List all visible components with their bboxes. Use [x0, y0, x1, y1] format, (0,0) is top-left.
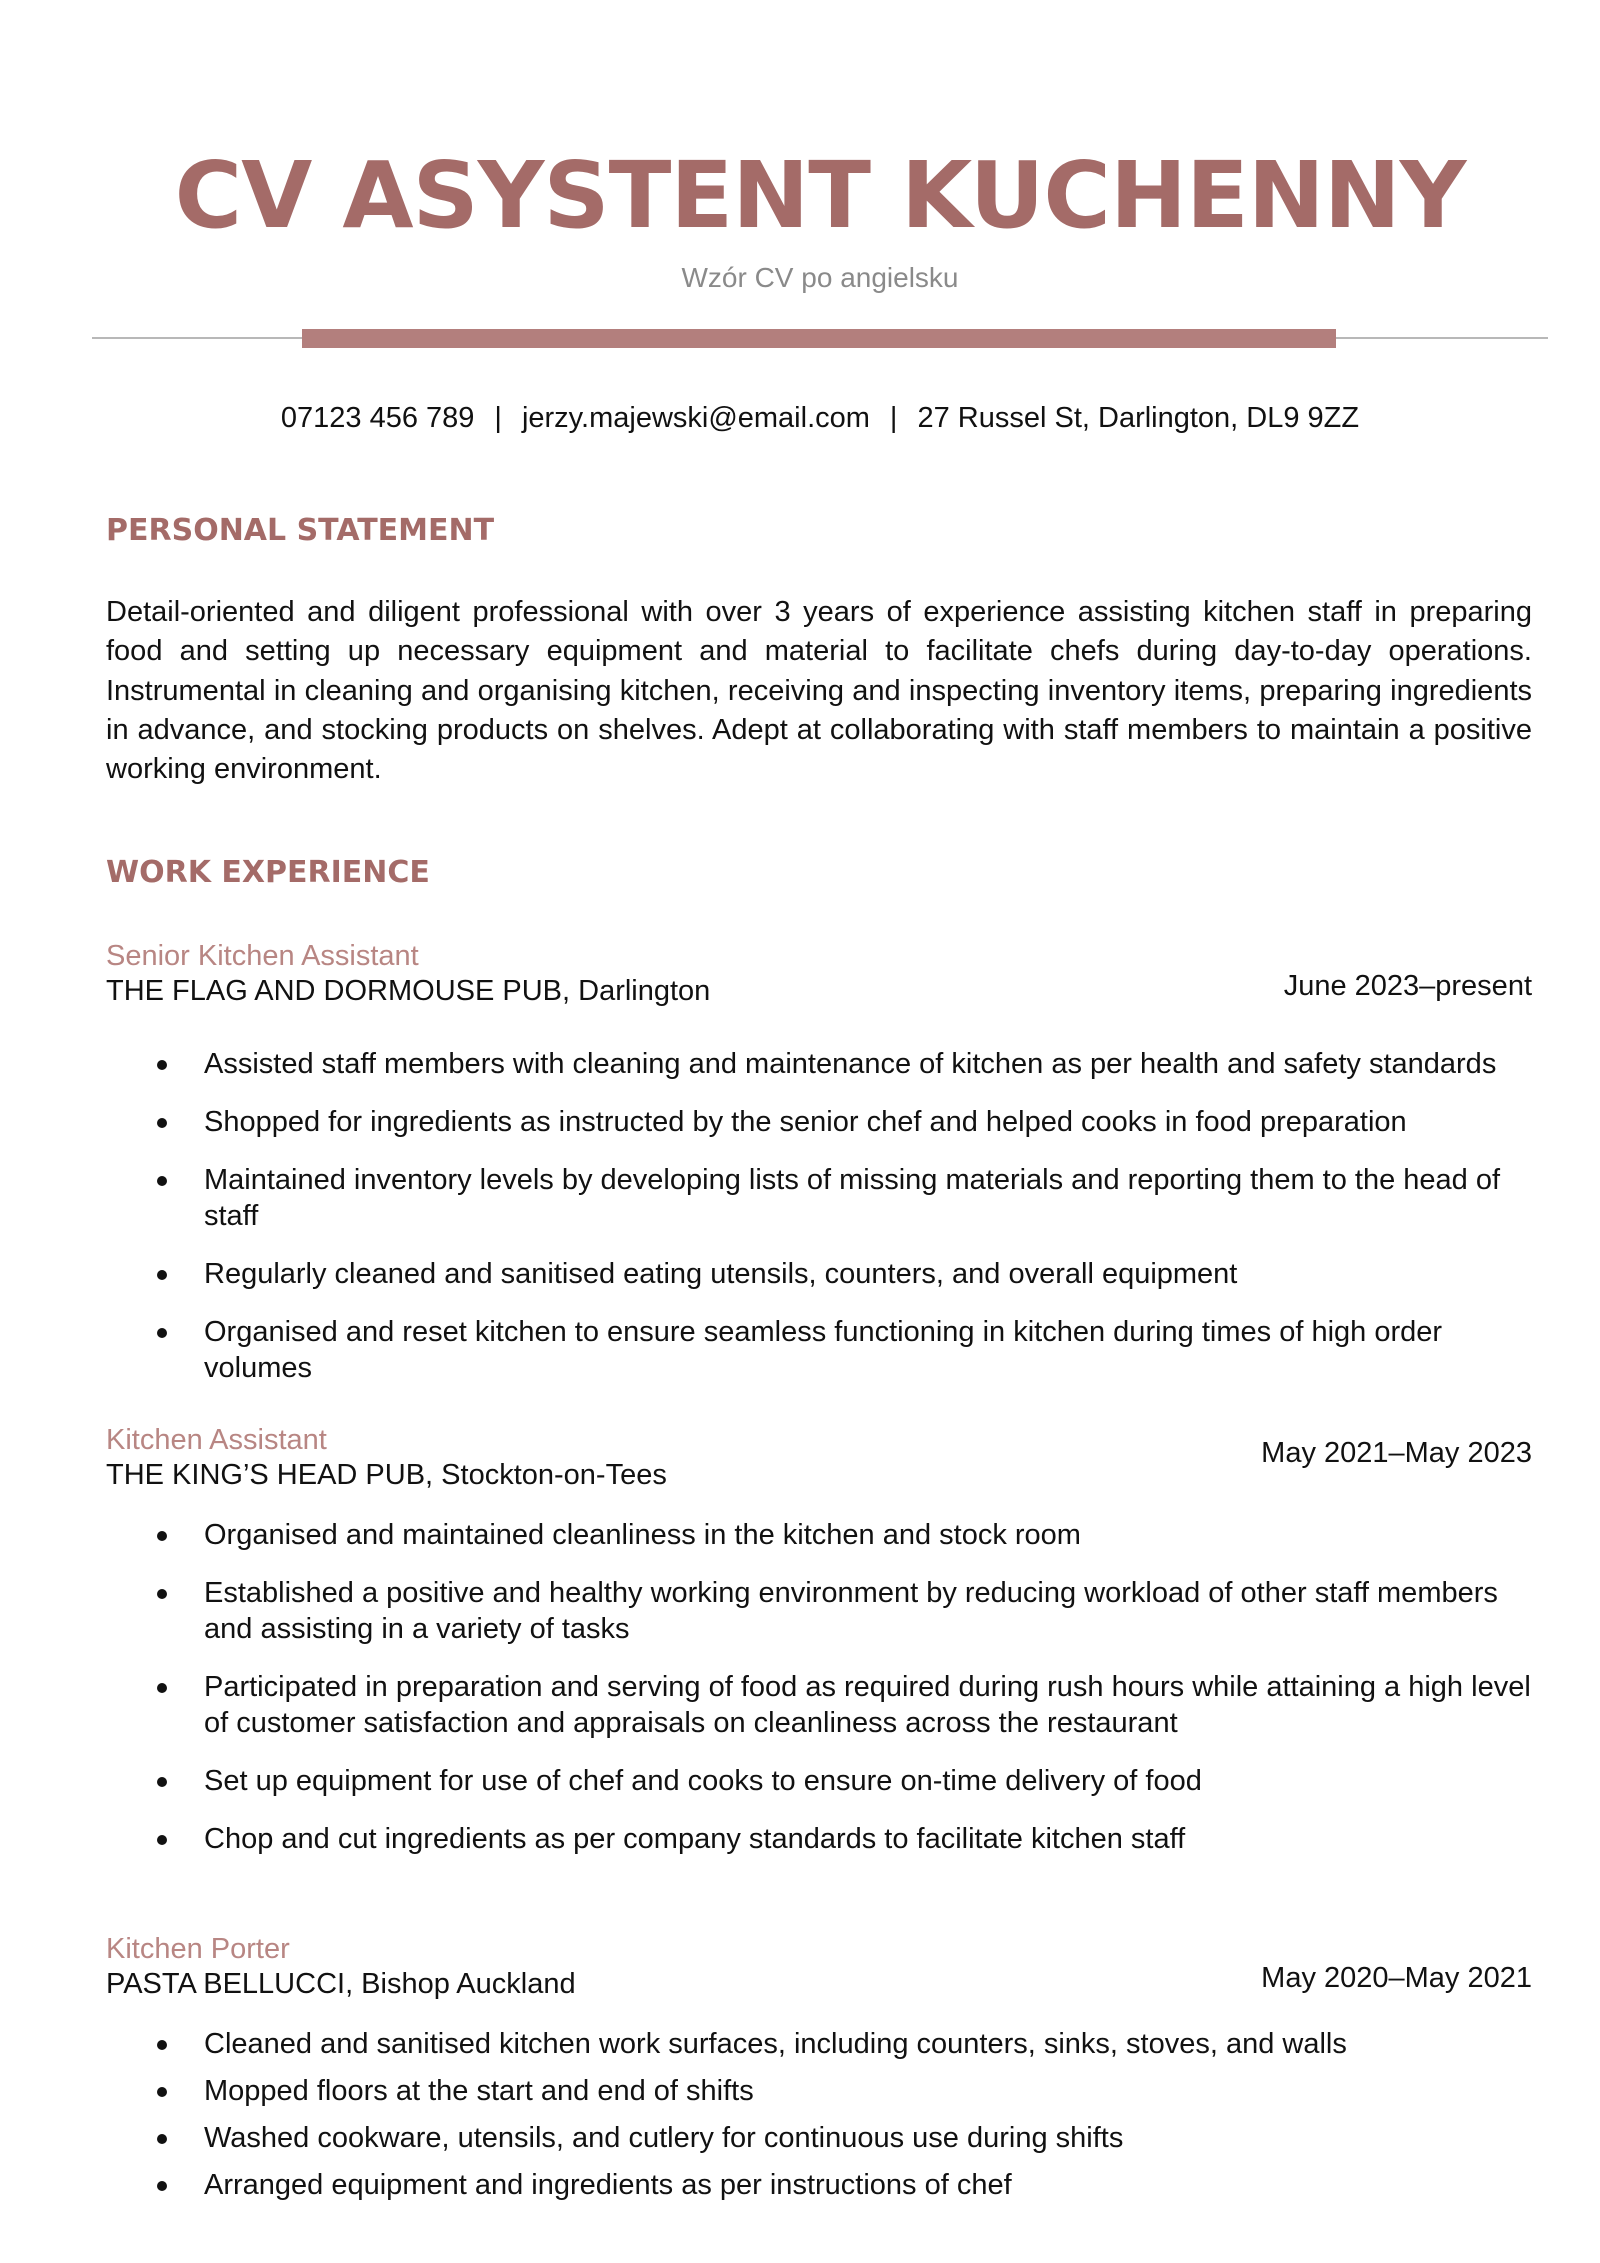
- bullet-item: Shopped for ingredients as instructed by the senior chef and helped cooks in food preparation: [0, 1104, 1600, 1140]
- bullet-dot-icon: [157, 1118, 167, 1128]
- bullet-dot-icon: [157, 2134, 167, 2144]
- job-dates: June 2023–present: [1283, 970, 1532, 1002]
- bullet-item: Organised and maintained cleanliness in the kitchen and stock room: [0, 1517, 1600, 1553]
- contact-separator: |: [889, 402, 898, 434]
- contact-phone: 07123 456 789: [280, 402, 475, 434]
- job-title: Senior Kitchen Assistant: [106, 940, 419, 972]
- bullet-item: Set up equipment for use of chef and cooks to ensure on-time delivery of food: [0, 1763, 1600, 1799]
- bullet-dot-icon: [157, 2181, 167, 2191]
- bullet-item: Assisted staff members with cleaning and maintenance of kitchen as per health and safety standards: [0, 1046, 1600, 1082]
- bullet-item: Established a positive and healthy working environment by reducing workload of other staff members and assisting in a variety of tasks: [0, 1575, 1600, 1647]
- bullet-dot-icon: [157, 1531, 167, 1541]
- bullet-dot-icon: [157, 1176, 167, 1186]
- job-bullet-list: [0, 1517, 1600, 1879]
- personal-statement-text: Detail-oriented and diligent professional with over 3 years of experience assisting kitchen staff in preparing food and setting up necessary equipment and material to facilitate chefs during day-to-day operations. Instrumental in cleaning and organising kitchen, receiving and inspecting inventory items, preparing ingredients in advance, and stocking products on shelves. Adept at collaborating with staff members to maintain a positive working environment.: [106, 596, 1532, 786]
- bullet-dot-icon: [157, 1835, 167, 1845]
- bullet-dot-icon: [157, 1328, 167, 1338]
- bullet-dot-icon: [157, 1683, 167, 1693]
- header-accent-bar: [302, 329, 1336, 348]
- bullet-item: Chop and cut ingredients as per company standards to facilitate kitchen staff: [0, 1821, 1600, 1857]
- bullet-item: Arranged equipment and ingredients as per instructions of chef: [0, 2167, 1600, 2203]
- bullet-dot-icon: [157, 1270, 167, 1280]
- bullet-dot-icon: [157, 2040, 167, 2050]
- contact-address: 27 Russel St, Darlington, DL9 9ZZ: [917, 402, 1360, 434]
- job-bullet-list: [0, 1046, 1600, 1408]
- job-title: Kitchen Assistant: [106, 1424, 327, 1456]
- bullet-dot-icon: [157, 2087, 167, 2097]
- job-employer: PASTA BELLUCCI, Bishop Auckland: [106, 1968, 576, 2000]
- bullet-item: Washed cookware, utensils, and cutlery for continuous use during shifts: [0, 2120, 1600, 2156]
- job-title: Kitchen Porter: [106, 1933, 290, 1965]
- contact-email[interactable]: jerzy.majewski@email.com: [521, 402, 870, 434]
- bullet-item: Participated in preparation and serving of food as required during rush hours while attaining a high level of customer satisfaction and appraisals on cleanliness across the restaurant: [0, 1669, 1600, 1741]
- personal-statement-heading: PERSONAL STATEMENT: [106, 513, 495, 548]
- bullet-item: Regularly cleaned and sanitised eating utensils, counters, and overall equipment: [0, 1256, 1600, 1292]
- job-dates: May 2021–May 2023: [1261, 1437, 1532, 1469]
- contact-line: [0, 402, 1600, 435]
- job-dates: May 2020–May 2021: [1261, 1962, 1532, 1994]
- job-employer: THE KING’S HEAD PUB, Stockton-on-Tees: [106, 1459, 667, 1491]
- bullet-dot-icon: [157, 1589, 167, 1599]
- job-employer: THE FLAG AND DORMOUSE PUB, Darlington: [106, 975, 711, 1007]
- work-experience-heading: WORK EXPERIENCE: [106, 855, 430, 890]
- bullet-item: Cleaned and sanitised kitchen work surfaces, including counters, sinks, stoves, and walls: [0, 2026, 1600, 2062]
- cv-title: CV ASYSTENT KUCHENNY: [174, 142, 1466, 249]
- bullet-dot-icon: [157, 1060, 167, 1070]
- job-bullet-list: [0, 2026, 1600, 2214]
- contact-separator: |: [494, 402, 502, 434]
- bullet-item: Mopped floors at the start and end of shifts: [0, 2073, 1600, 2109]
- bullet-item: Organised and reset kitchen to ensure seamless functioning in kitchen during times of high order volumes: [0, 1314, 1600, 1386]
- bullet-item: Maintained inventory levels by developing lists of missing materials and reporting them to the head of staff: [0, 1162, 1600, 1234]
- cv-subtitle: Wzór CV po angielsku: [681, 262, 959, 293]
- bullet-dot-icon: [157, 1777, 167, 1787]
